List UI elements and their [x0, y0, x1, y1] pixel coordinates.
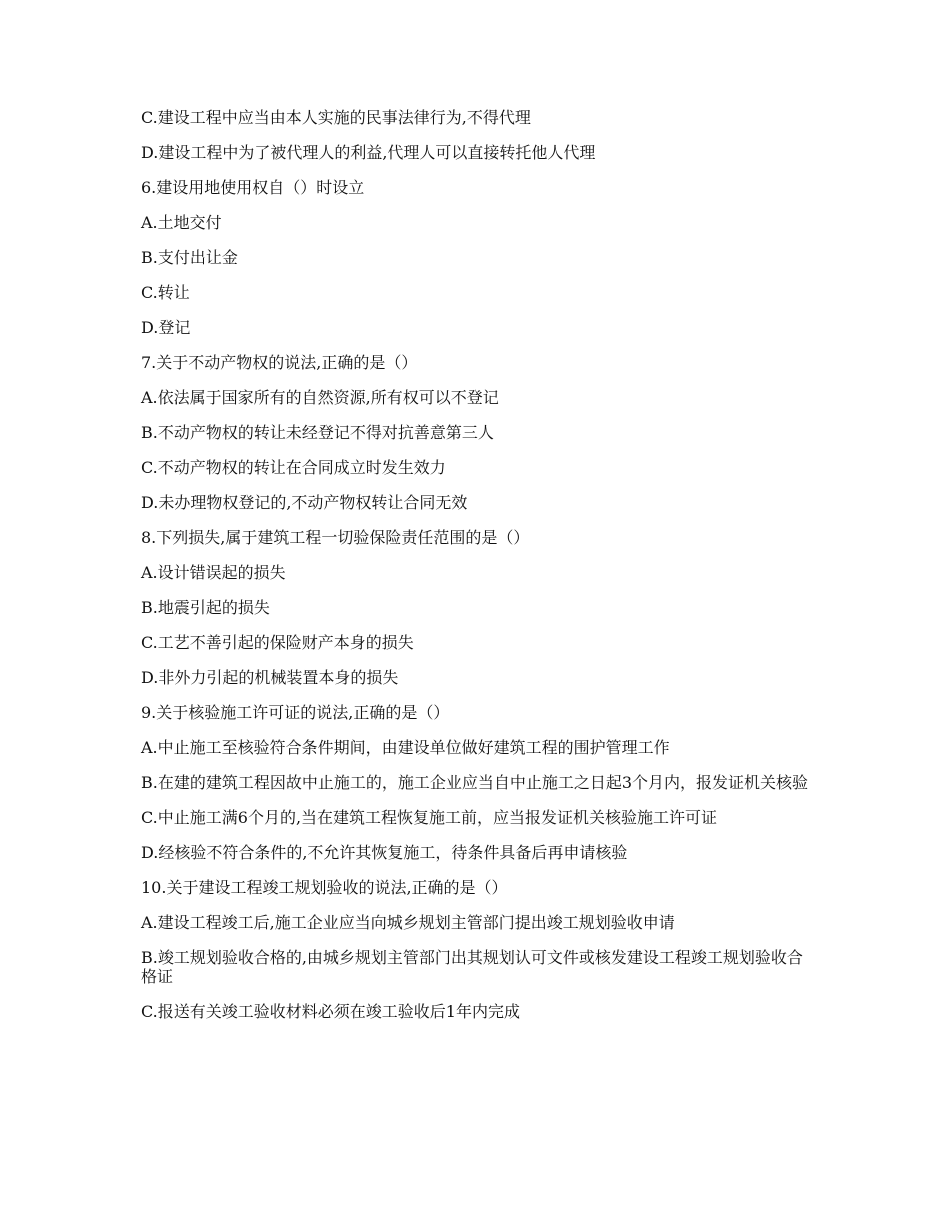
option-6d: D.登记 [141, 318, 191, 337]
question-6: 6.建设用地使用权自（）时设立 [141, 178, 365, 197]
question-9: 9.关于核验施工许可证的说法,正确的是（） [141, 703, 450, 722]
option-9c: C.中止施工满6个月的,当在建筑工程恢复施工前，应当报发证机关核验施工许可证 [141, 808, 718, 827]
option-5d: D.建设工程中为了被代理人的利益,代理人可以直接转托他人代理 [141, 143, 596, 162]
option-10b: B.竣工规划验收合格的,由城乡规划主管部门出其规划认可文件或核发建设工程竣工规划验收合格证 [141, 948, 803, 986]
option-6c: C.转让 [141, 283, 190, 302]
option-9d: D.经核验不符合条件的,不允许其恢复施工，待条件具备后再申请核验 [141, 843, 628, 862]
option-6a: A.土地交付 [141, 213, 222, 232]
option-10c: C.报送有关竣工验收材料必须在竣工验收后1年内完成 [141, 1002, 520, 1021]
option-9b: B.在建的建筑工程因故中止施工的，施工企业应当自中止施工之日起3个月内，报发证机关核验 [141, 773, 809, 792]
question-10: 10.关于建设工程竣工规划验收的说法,正确的是（） [141, 878, 508, 897]
option-8b: B.地震引起的损失 [141, 598, 270, 617]
option-7d: D.未办理物权登记的,不动产物权转让合同无效 [141, 493, 468, 512]
option-7c: C.不动产物权的转让在合同成立时发生效力 [141, 458, 446, 477]
option-8d: D.非外力引起的机械装置本身的损失 [141, 668, 399, 687]
option-8c: C.工艺不善引起的保险财产本身的损失 [141, 633, 414, 652]
option-7a: A.依法属于国家所有的自然资源,所有权可以不登记 [141, 388, 499, 407]
document-body [141, 108, 813, 1037]
option-6b: B.支付出让金 [141, 248, 238, 267]
option-8a: A.设计错误起的损失 [141, 563, 286, 582]
option-5c: C.建设工程中应当由本人实施的民事法律行为,不得代理 [141, 108, 531, 127]
question-8: 8.下列损失,属于建筑工程一切验保险责任范围的是（） [141, 528, 530, 547]
question-7: 7.关于不动产物权的说法,正确的是（） [141, 353, 418, 372]
option-10a: A.建设工程竣工后,施工企业应当向城乡规划主管部门提出竣工规划验收申请 [141, 913, 675, 932]
option-9a: A.中止施工至核验符合条件期间，由建设单位做好建筑工程的围护管理工作 [141, 738, 670, 757]
option-7b: B.不动产物权的转让未经登记不得对抗善意第三人 [141, 423, 494, 442]
